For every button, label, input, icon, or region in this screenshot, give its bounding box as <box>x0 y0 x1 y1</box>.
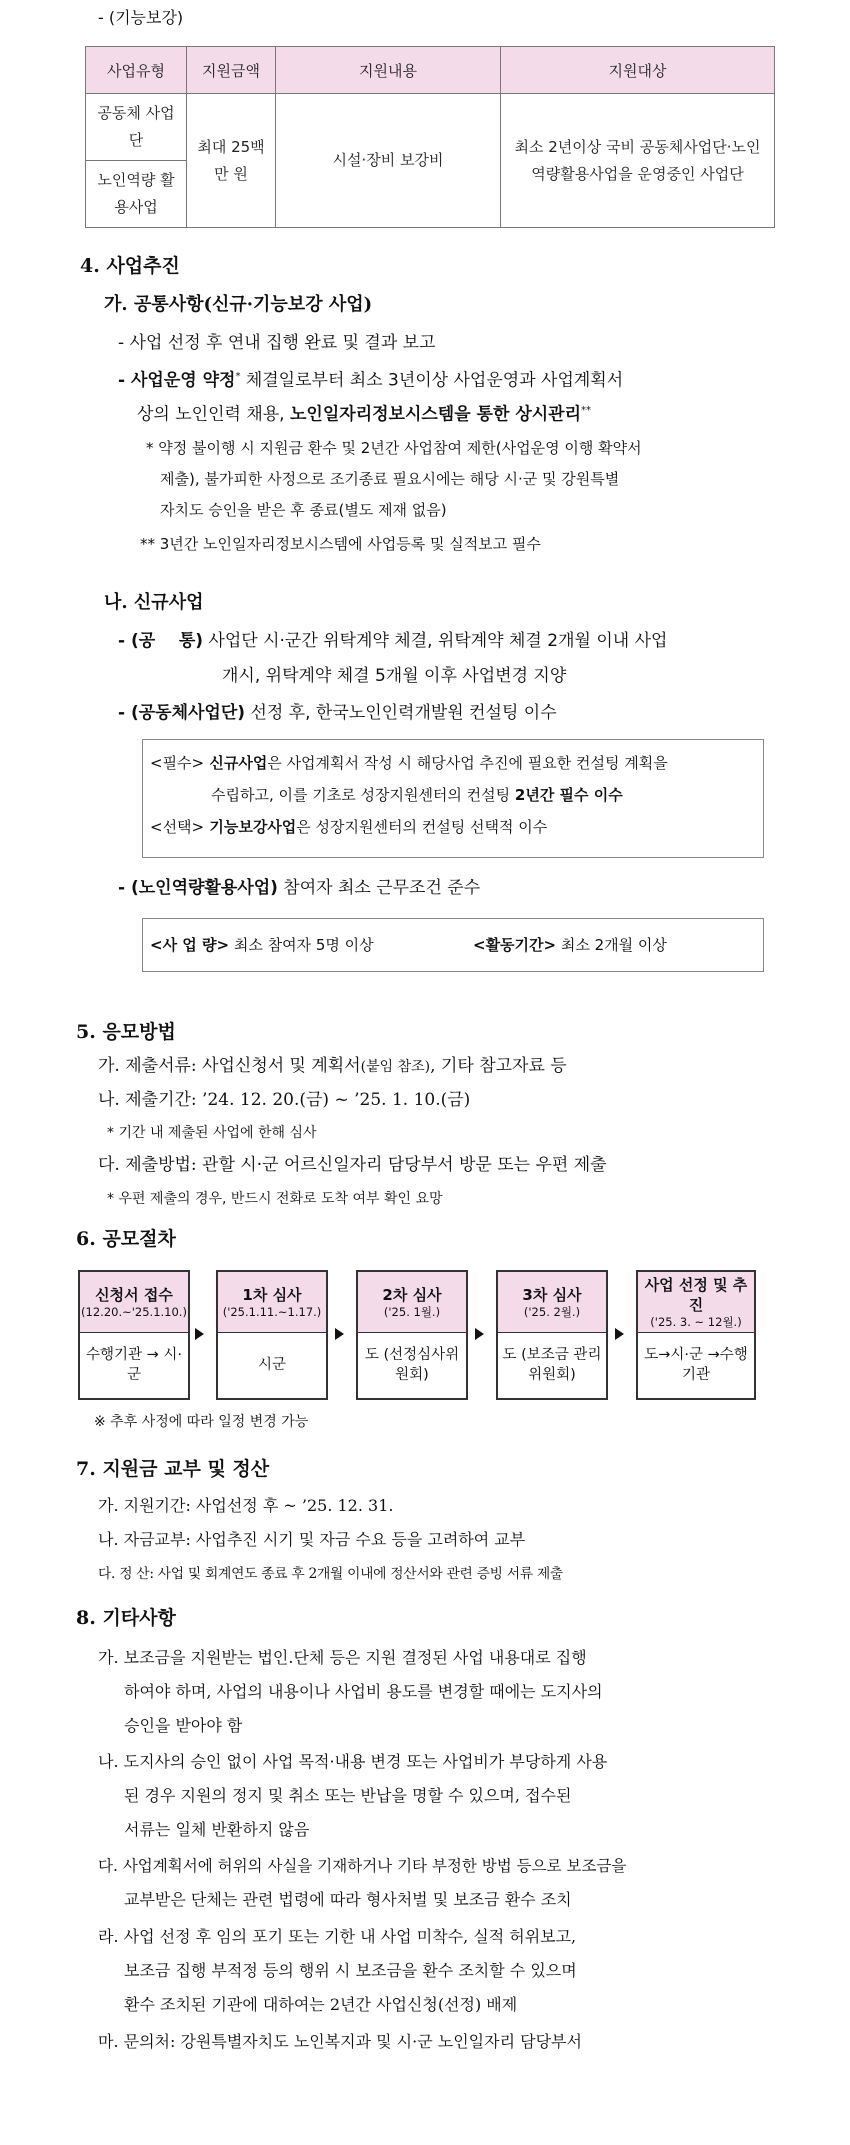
box1-line3 <box>150 816 547 838</box>
section8-na-2: 된 경우 지원의 정지 및 취소 또는 반납을 명할 수 있으며, 접수된 <box>124 1786 572 1805</box>
box1-line2 <box>211 784 623 806</box>
box1-line1-text: 은 사업계획서 작성 시 해당사업 추진에 필요한 컨설팅 계획을 <box>267 754 668 772</box>
section5-line2: 나. 제출기간: ’24. 12. 20.(금) ~ ’25. 1. 10.(금) <box>98 1090 471 1110</box>
reinforce-label: 기능보강사업 <box>204 818 297 836</box>
section8-da-2: 교부받은 단체는 관련 법령에 따라 형사처벌 및 보조금 환수 조치 <box>124 1890 572 1909</box>
header-content: 지원내용 <box>276 47 501 94</box>
line3-text: 상의 노인인력 채용, <box>137 404 290 425</box>
process-step-2-head <box>218 1272 326 1333</box>
section4-ga-line3 <box>137 398 591 428</box>
header-type: 사업유형 <box>86 47 187 94</box>
section7-title: 7. 지원금 교부 및 정산 <box>76 1458 270 1480</box>
section7-line2: 나. 자금교부: 사업추진 시기 및 자금 수요 등을 고려하여 교부 <box>98 1530 526 1549</box>
footnote-mark-2: ** <box>581 405 592 416</box>
arrow-right-icon <box>335 1328 344 1340</box>
section6-title: 6. 공모절차 <box>76 1228 176 1250</box>
section5-title: 5. 응모방법 <box>76 1021 176 1043</box>
process-step-2-date: ('25.1.11.~1.17.) <box>222 1304 322 1319</box>
section8-na-3: 서류는 일체 반환하지 않음 <box>124 1820 310 1839</box>
section5-line1-text: 가. 제출서류: 사업신청서 및 계획서 <box>98 1056 361 1076</box>
section4-title: 4. 사업추진 <box>80 255 180 277</box>
agreement-label: - 사업운영 약정 <box>118 370 236 391</box>
process-step-1-body: 수행기관 → 시·군 <box>85 1347 182 1383</box>
note-2: 제출), 불가피한 사정으로 조기종료 필요시에는 해당 시·군 및 강원특별 <box>160 470 620 488</box>
process-step-2 <box>216 1270 328 1400</box>
section5-line1-small: (붙임 참조) <box>360 1059 431 1075</box>
amount-cell: 최대 25백만 원 <box>187 94 276 228</box>
process-step-5-head <box>638 1272 754 1333</box>
section8-ra-1: 라. 사업 선정 후 임의 포기 또는 기한 내 사업 미착수, 실적 허위보고, <box>98 1927 577 1946</box>
na-para2-text: 선정 후, 한국노인인력개발원 컨설팅 이수 <box>245 703 557 723</box>
process-step-3 <box>356 1270 468 1400</box>
process-step-5-title: 사업 선정 및 추진 <box>644 1275 748 1314</box>
process-step-4-title: 3차 심사 <box>522 1285 582 1304</box>
section5-line1-rest: , 기타 참고자료 등 <box>430 1056 567 1076</box>
na-para1 <box>118 628 667 654</box>
box1-line3-text: 은 성장지원센터의 컨설팅 선택적 이수 <box>296 818 548 836</box>
section7-line3: 다. 정 산: 사업 및 회계연도 종료 후 2개월 이내에 정산서와 관련 증빙 서류 제출 <box>98 1566 563 1582</box>
condition-box <box>142 918 764 972</box>
process-step-3-title: 2차 심사 <box>382 1285 442 1304</box>
agreement-text: 체결일로부터 최소 3년이상 사업운영과 사업계획서 <box>240 370 624 391</box>
box2-b <box>473 934 667 956</box>
section7-line1: 가. 지원기간: 사업선정 후 ~ ’25. 12. 31. <box>98 1496 394 1515</box>
process-step-1-title: 신청서 접수 <box>95 1285 173 1304</box>
na-para1-cont: 개시, 위탁계약 체결 5개월 이후 사업변경 지양 <box>222 666 567 686</box>
header-target: 지원대상 <box>501 47 775 94</box>
type-cell-1: 공동체 사업단 <box>86 94 187 161</box>
box1-line2-text: 수립하고, 이를 기초로 성장지원센터의 컨설팅 <box>211 786 515 804</box>
period-text: 최소 2개월 이상 <box>556 936 667 954</box>
na-para3-label: - (노인역량활용사업) <box>118 878 278 898</box>
section8-ma: 마. 문의처: 강원특별자치도 노인복지과 및 시·군 노인일자리 담당부서 <box>98 2032 582 2051</box>
na-para1-text: 사업단 시·군간 위탁계약 체결, 위탁계약 체결 2개월 이내 사업 <box>203 631 668 651</box>
line3-bold: 노인일자리정보시스템을 통한 상시관리 <box>290 404 582 425</box>
type-cell-2: 노인역량 활용사업 <box>86 161 187 228</box>
box2-a <box>150 934 374 956</box>
section4-ga-title: 가. 공통사항(신규·기능보강 사업) <box>104 294 373 315</box>
section8-ga-1: 가. 보조금을 지원받는 법인.단체 등은 지원 결정된 사업 내용대로 집행 <box>98 1648 587 1667</box>
header-amount: 지원금액 <box>187 47 276 94</box>
support-table <box>85 46 775 228</box>
section8-ga-3: 승인을 받아야 함 <box>124 1716 243 1735</box>
consulting-box <box>142 739 764 858</box>
new-business-label: 신규사업 <box>204 754 268 772</box>
section4-ga-line1: - 사업 선정 후 연내 집행 완료 및 결과 보고 <box>118 333 436 353</box>
target-cell: 최소 2년이상 국비 공동체사업단·노인역량활용사업을 운영중인 사업단 <box>501 94 775 228</box>
process-step-5 <box>636 1270 756 1400</box>
content-cell: 시설·장비 보강비 <box>276 94 501 228</box>
process-step-5-date: ('25. 3. ~ 12월.) <box>650 1314 742 1329</box>
box1-line1 <box>150 752 668 774</box>
process-step-3-date: ('25. 1월.) <box>383 1304 441 1319</box>
optional-tag: <선택> <box>150 818 205 836</box>
process-step-3-head <box>358 1272 466 1333</box>
na-para1-label: - (공 통) <box>118 631 204 651</box>
note-4: ** 3년간 노인일자리정보시스템에 사업등록 및 실적보고 필수 <box>140 535 541 553</box>
section4-ga-line2 <box>118 364 623 394</box>
footnote-mark: * <box>235 371 241 382</box>
table-header-row <box>86 47 775 94</box>
arrow-right-icon <box>475 1328 484 1340</box>
process-step-4 <box>496 1270 608 1400</box>
arrow-right-icon <box>615 1328 624 1340</box>
note-3: 자치도 승인을 받은 후 종료(별도 제재 없음) <box>160 501 447 519</box>
section8-ra-2: 보조금 집행 부적정 등의 행위 시 보조금을 환수 조치할 수 있으며 <box>124 1961 577 1980</box>
period-tag: <활동기간> <box>473 936 557 954</box>
na-para3 <box>118 875 480 901</box>
process-step-4-head <box>498 1272 606 1333</box>
na-para2-label: - (공동체사업단) <box>118 703 246 723</box>
process-step-1-date: (12.20.~'25.1.10.) <box>81 1304 187 1319</box>
table-row <box>86 94 775 161</box>
process-step-2-body: 시군 <box>257 1357 286 1373</box>
process-step-5-body: 도→시·군 →수행기관 <box>644 1347 748 1383</box>
section5-note1: * 기간 내 제출된 사업에 한해 심사 <box>107 1125 317 1141</box>
arrow-right-icon <box>195 1328 204 1340</box>
section6-note: ※ 추후 사정에 따라 일정 변경 가능 <box>94 1414 309 1430</box>
process-step-1 <box>78 1270 190 1400</box>
section5-line1 <box>98 1053 567 1079</box>
process-step-1-head <box>80 1272 188 1333</box>
two-year-label: 2년간 필수 이수 <box>514 786 623 804</box>
process-step-4-body: 도 (보조금 관리위원회) <box>502 1347 602 1383</box>
section8-title: 8. 기타사항 <box>76 1607 176 1629</box>
section8-na-1: 나. 도지사의 승인 없이 사업 목적·내용 변경 또는 사업비가 부당하게 사용 <box>98 1752 608 1771</box>
process-step-3-body: 도 (선정심사위원회) <box>364 1347 460 1383</box>
section8-da-1: 다. 사업계획서에 허위의 사실을 기재하거나 기타 부정한 방법 등으로 보조금을 <box>98 1857 627 1875</box>
volume-tag: <사 업 량> <box>150 936 230 954</box>
section4-na-title: 나. 신규사업 <box>104 592 204 613</box>
section8-ra-3: 환수 조치된 기관에 대하여는 2년간 사업신청(선정) 배제 <box>124 1995 518 2014</box>
na-para3-text: 참여자 최소 근무조건 준수 <box>277 878 481 898</box>
section5-line3: 다. 제출방법: 관할 시·군 어르신일자리 담당부서 방문 또는 우편 제출 <box>98 1155 607 1175</box>
required-tag: <필수> <box>150 754 205 772</box>
volume-text: 최소 참여자 5명 이상 <box>229 936 374 954</box>
top-note: - (기능보강) <box>98 8 184 27</box>
section5-note2: * 우편 제출의 경우, 반드시 전화로 도착 여부 확인 요망 <box>107 1191 443 1207</box>
na-para2 <box>118 700 557 726</box>
process-step-4-date: ('25. 2월.) <box>523 1304 581 1319</box>
note-1: * 약정 불이행 시 지원금 환수 및 2년간 사업참여 제한(사업운영 이행 확약서 <box>146 439 642 457</box>
section8-ga-2: 하여야 하며, 사업의 내용이나 사업비 용도를 변경할 때에는 도지사의 <box>124 1682 603 1701</box>
process-step-2-title: 1차 심사 <box>242 1285 302 1304</box>
